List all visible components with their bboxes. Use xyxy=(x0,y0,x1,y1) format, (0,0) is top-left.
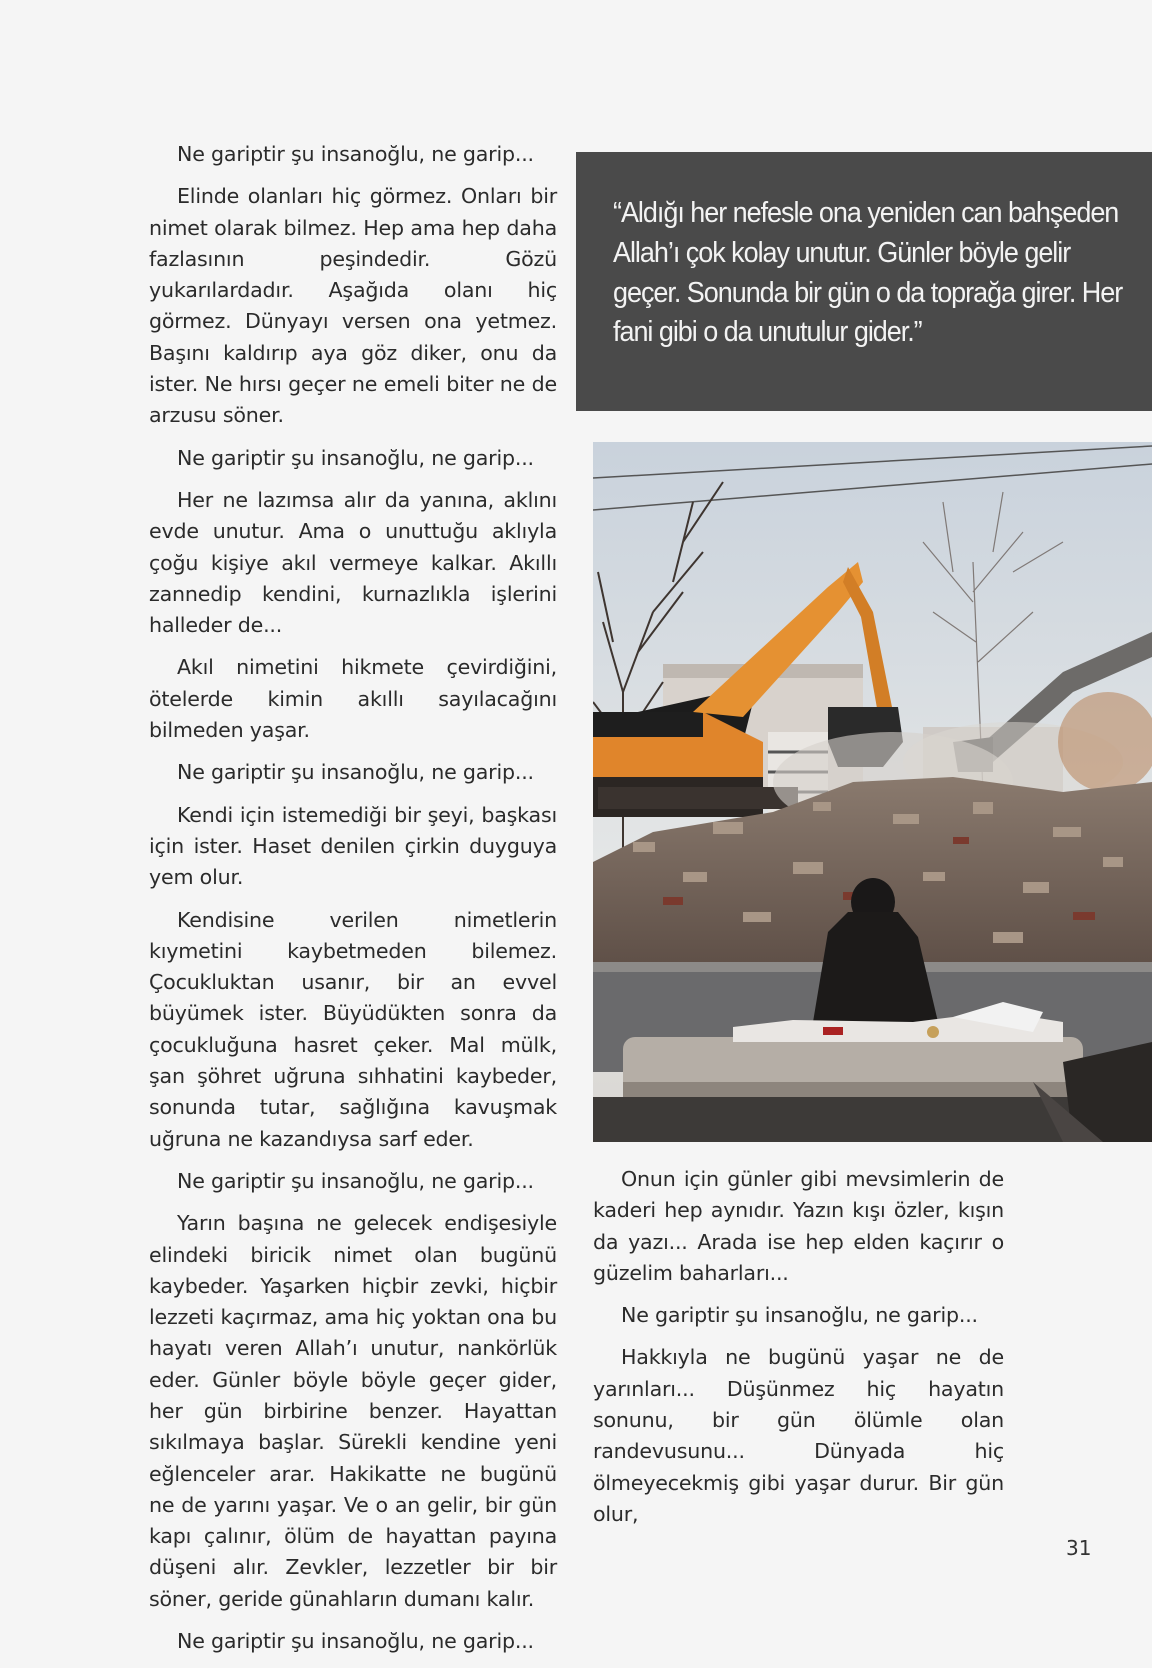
body-paragraph: Yarın başına ne gelecek endişesiyle elindeki biricik nimet olan bugünü kaybeder. Yaşarken hiçbir zevki, hiçbir lezzeti kaçırmaz, ama hiç yoktan ona bu hayatı veren Allah’ı unutur, nankörlük eder. Günler böyle böyle geçer gider, her gün birbirine benzer. Hayattan sıkılmaya başlar. Sürekli kendine yeni eğlenceler arar. Hakikatte ne bugünü ne de yarını yaşar. Ve o an gelir, bir gün kapı çalınır, ölüm de hayattan payına düşeni alır. Zevkler, lezzetler bir bir söner, geride günahların dumanı kalır. xyxy=(149,1211,557,1611)
refrain-paragraph: Ne gariptir şu insanoğlu, ne garip... xyxy=(177,142,534,166)
body-paragraph: Elinde olanları hiç görmez. Onları bir nimet olarak bilmez. Hep ama hep daha fazlasının peşindedir. Gözü yukarılardadır. Aşağıda olanı hiç görmez. Dünyayı versen ona yetmez. Başını kaldırıp aya göz diker, onu da ister. Ne hırsı geçer ne emeli biter ne de arzusu söner. xyxy=(149,184,557,428)
left-text-column xyxy=(149,139,557,1668)
pull-quote-text: “Aldığı her nefesle ona yeniden can bahşeden Allah’ı çok kolay unutur. Günler böyle gelir geçer. Sonunda bir gün o da toprağa girer. Her fani gibi o da unutulur gider.” xyxy=(613,197,1123,349)
refrain-paragraph: Ne gariptir şu insanoğlu, ne garip... xyxy=(177,760,534,785)
page-number: 31 xyxy=(1066,1536,1092,1560)
earthquake-rubble-photo xyxy=(593,442,1152,1142)
right-text-column xyxy=(593,1164,1004,1541)
body-paragraph: Kendi için istemediği bir şeyi, başkası için ister. Haset denilen çirkin duyguya yem olur. xyxy=(149,802,557,890)
body-paragraph: Akıl nimetini hikmete çevirdiğini, ötelerde kimin akıllı sayılacağını bilmeden yaşar. xyxy=(149,655,557,743)
refrain-paragraph: Ne gariptir şu insanoğlu, ne garip... xyxy=(177,445,534,470)
body-paragraph: Hakkıyla ne bugünü yaşar ne de yarınları... Düşünmez hiç hayatın sonunu, bir gün ölümle olan randevusunu... Dünyada hiç ölmeyecekmiş gibi yaşar durur. Bir gün olur, xyxy=(593,1345,1004,1526)
refrain-paragraph: Ne gariptir şu insanoğlu, ne garip... xyxy=(177,1168,534,1193)
pull-quote-box xyxy=(576,152,1152,411)
refrain-paragraph: Ne gariptir şu insanoğlu, ne garip... xyxy=(177,1629,534,1654)
body-paragraph: Kendisine verilen nimetlerin kıymetini kaybetmeden bilemez. Çocukluktan usanır, bir an evvel büyümek ister. Büyüdükten sonra da çocukluğuna hasret çeker. Mal mülk, şan şöhret uğruna sıhhatini kaybeder, sonunda tutar, sağlığına kavuşmak uğruna ne kazandıysa sarf eder. xyxy=(149,907,557,1151)
body-paragraph: Her ne lazımsa alır da yanına, aklını evde unutur. Ama o unuttuğu aklıyla çoğu kişiye akıl vermeye kalkar. Akıllı zannedip kendini, kurnazlıkla işlerini halleder de... xyxy=(149,487,557,638)
refrain-paragraph: Ne gariptir şu insanoğlu, ne garip... xyxy=(621,1303,978,1328)
body-paragraph: Onun için günler gibi mevsimlerin de kaderi hep aynıdır. Yazın kışı özler, kışın da yazı... Arada ise hep elden kaçırır o güzelim baharları... xyxy=(593,1167,1004,1285)
